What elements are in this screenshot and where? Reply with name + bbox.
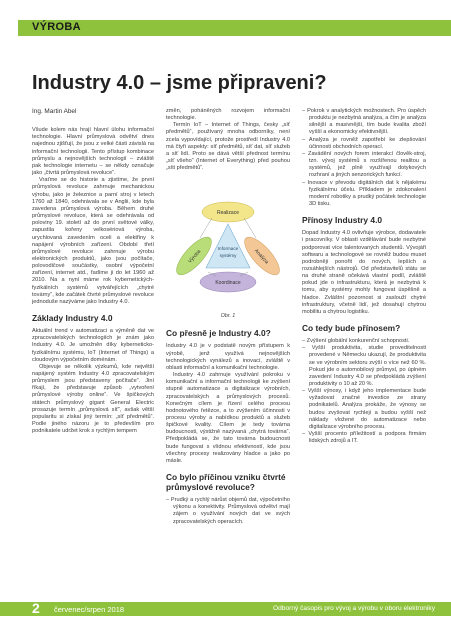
figure-1: [166, 172, 290, 324]
bullet-list: [302, 108, 426, 208]
diagram-label-center-2: systémy: [219, 253, 237, 259]
column-2: [166, 108, 290, 526]
paragraph: Vraťme se do historie a zjistíme, že první průmyslová revoluce zahrnuje mechanickou výrobu, jako je železnice a parní stroj v letech 1760 až 1840, odehrávala se v Anglii, kde byla zavedena průmyslová výroba. Během druhé průmyslové revoluce, která se odehrávala od poloviny 19. století až do první světové války, zapustila kořeny velkosériová výroba, urychlovaná zavedením oceli a elektřiny k napájení výrobních zařízení. Období třetí průmyslové revoluce zahrnuje výrobu elektronických produktů, jako jsou počítače, polovodičové součástky, osobní výpočetní zařízení, internet atd., řadíme ji do let 1960 až 2010. Na a nyní máme rok kybernetických-fyzikálních systémů vytvářejících „chytré továrny“, kde začátek čtvrté průmyslové revoluce jednoduše nazýváme jako Industry 4.0.: [32, 177, 154, 305]
paragraph: Industry 4.0 je v podstatě novým přístupem k výrobě, jenž využívá nejnovějších technologických vynálezů a inovací, zvláště v oblasti informační a komunikační technologie.: [166, 343, 290, 371]
section-label: VÝROBA: [32, 21, 81, 33]
paragraph: Všude kolem nás hrají hlavní úlohu informační technologie. Hlavní průmyslová odvětví dnes najednou zjišťují, že jsou z velké části závislá na informační technologii. Tento přístup kombinace průmyslu a nejnovějších technologií – zvláště pak technologie internetu – se někdy označuje jako „čtvrtá průmyslová revoluce“.: [32, 127, 154, 177]
section-heading: Co bylo příčinou vzniku čtvrté průmyslové revoluce?: [166, 472, 286, 493]
paragraph: Dopad Industry 4.0 ovlivňuje výrobce, dodavatele i pracovníky. V oblasti vzdělávání bude nezbytné podporovat více talentovaných studentů. Vývojáři softwaru a technologové se rovněž budou muset podrobněji ponořit do nových, lepších a rozsáhlejších nástrojů. Od představitelů státu se na druhé straně očekává vlastní podíl, zvláště pokud jde o infrastrukturu, která je nezbytná k tomu, aby systémy mohly fungovat úspěšně a hladce. Zvláštní pozornost si zaslouží chytré infrastruktury, včetně lidí, jež dosahují chytrou mobilitu a chytrou logistiku.: [302, 230, 426, 315]
diagram-label-top: Realizace: [217, 210, 239, 217]
section-heading: Základy Industry 4.0: [32, 313, 113, 324]
paragraph: Objevuje se několik výzkumů, kde největší napájený systém Industry 4.0 zpracovatelským průmyslem jsou představeny počítače“. Jiní říkají, že představuje způsob „vytvoření průmyslové výroby online“. Ve špičkových státech průmyslový gigant General Electric prosazuje termín „průmyslová síť“, avšak větší popularitu si získal jiný termín: „síť předmětů“. Podle jiného názoru je to především pro podnikatele udržet krok s rychlým tempem: [32, 363, 154, 435]
paragraph: Termín IoT – Internet of Things, česky „síť předmětů“, používaný mnoha odborníky, není zcela vypovídající, protože prostředí Industry 4.0 má čtyři aspekty: síť předmětů, síť dat, síť služeb a síť lidí. Proto se dává větší přednost termínu „síť všeho“ (Internet of Everything) před pouhou „síti předmětů“.: [166, 122, 290, 172]
page-number: 2: [32, 600, 40, 616]
list-item: – Pokrok v analytických možnostech. Pro úspěch produktu je nezbytná analýza, a čím je analýza silnější a masivnější, tím bude kvalita zboží vyšší a ekonomicky efektivnější.: [302, 108, 426, 136]
page-header: [0, 0, 451, 48]
list-item: – Inovace v převodu digitálních dat k nějakému fyzikálnímu účelu. Příkladem je zdokonalení moderní robotiky a prudký počátek technologie 3D tisku.: [302, 179, 426, 208]
industry-diagram: [166, 172, 290, 312]
paragraph: změn, poháněných rozvojem informační technologie.: [166, 108, 290, 122]
column-1: [32, 108, 154, 435]
magazine-slogan: Odborný časopis pro vývoj a výrobu v oboru elektroniky: [273, 605, 435, 612]
bullet-list: [302, 338, 426, 445]
figure-caption: Obr. 1: [220, 313, 236, 320]
diagram-label-right: Analýza: [253, 248, 270, 266]
diagram-label-left: Výroba: [187, 249, 203, 265]
section-heading: Co přesně je Industry 4.0?: [166, 328, 271, 339]
paragraph: Industry 4.0 zahrnuje využívání pokroku v komunikační a informační technologii ke zvýšení stupně automatizace a digitalizace výrobních, zpracovatelských a průmyslových procesů. Konečným cílem je řízení celého procesu hodnotového řetězce, a to zvýšením účinnosti v procesu výroby a nabídkou produktů a služeb špičkové kvality. Cílem je tedy továrna budoucnosti, výstižně nazývaná „chytrá továrna“. Předpokládá se, že tato továrna budoucnosti bude fungovat s vlídnou efektivností, kde jsou všechny procesy realizovány hladce a jako po másle.: [166, 372, 290, 464]
list-item: – Vyšší výnosy, i když jeho implementace bude vyžadovat značné investice ze strany podnikatelů. Analýza prokáže, že výnosy se budou zvyšovat rychleji a budou vyšší než náklady vložené do automatizace nebo digitalizace výrobního procesu.: [302, 388, 426, 430]
section-bar: [18, 20, 451, 36]
list-item: – Zavádění nových forem interakcí člověk-stroj, tzn. vývoj systémů s rozšířenou realitou a systémů, jež plně využívají dotykových rozhraní a jiných senzorických funkcí.: [302, 150, 426, 179]
article-title: Industry 4.0 – jsme připraveni?: [32, 72, 327, 94]
list-item: – Vyšší produktivita, studie proveditelnosti provedené v Německu ukazují, že produktivita se ve výrobním sektoru zvýší o více než 60 %. Pokud jde o automobilový průmysl, po úplném zavedení Industry 4.0 se předpokládá zvýšení produktivity o 10 až 20 %.: [302, 345, 426, 387]
list-item: – Analýza je rovněž zapotřebí ke zlepšování účinnosti obchodních operací.: [302, 136, 427, 150]
author: Ing. Martin Abel: [32, 108, 77, 115]
list-item: – Vyšší procento příležitostí a podpora firmám lidských zdrojů a IT.: [302, 431, 426, 445]
section-heading: Přínosy Industry 4.0: [302, 215, 383, 226]
bullet-list: [166, 497, 290, 526]
diagram-label-bottom: Koordinace: [215, 280, 241, 287]
paragraph: Aktuální trend v automatizaci a výměně dat ve zpracovatelských technologiích je znám jako Industry 4.0. Je umožněn díky kybernetickо-fyzikálnímu systému, IoT (Internet of Things) a cloudovým výpočetním doménám.: [32, 328, 154, 363]
column-3: [302, 108, 426, 445]
issue-date: červenec/srpen 2018: [54, 605, 125, 614]
diagram-label-center-1: Informace: [217, 246, 239, 252]
section-heading: Co tedy bude přínosem?: [302, 323, 401, 334]
list-item: – Zvýšení globální konkurenční schopnosti.: [302, 338, 410, 345]
list-item: – Prudký a rychlý nárůst objemů dat, výpočetního výkonu a konektivity. Průmyslová odvětví mají zájem o využívání nových dat ve svých zpracovatelských operacích.: [166, 497, 291, 525]
